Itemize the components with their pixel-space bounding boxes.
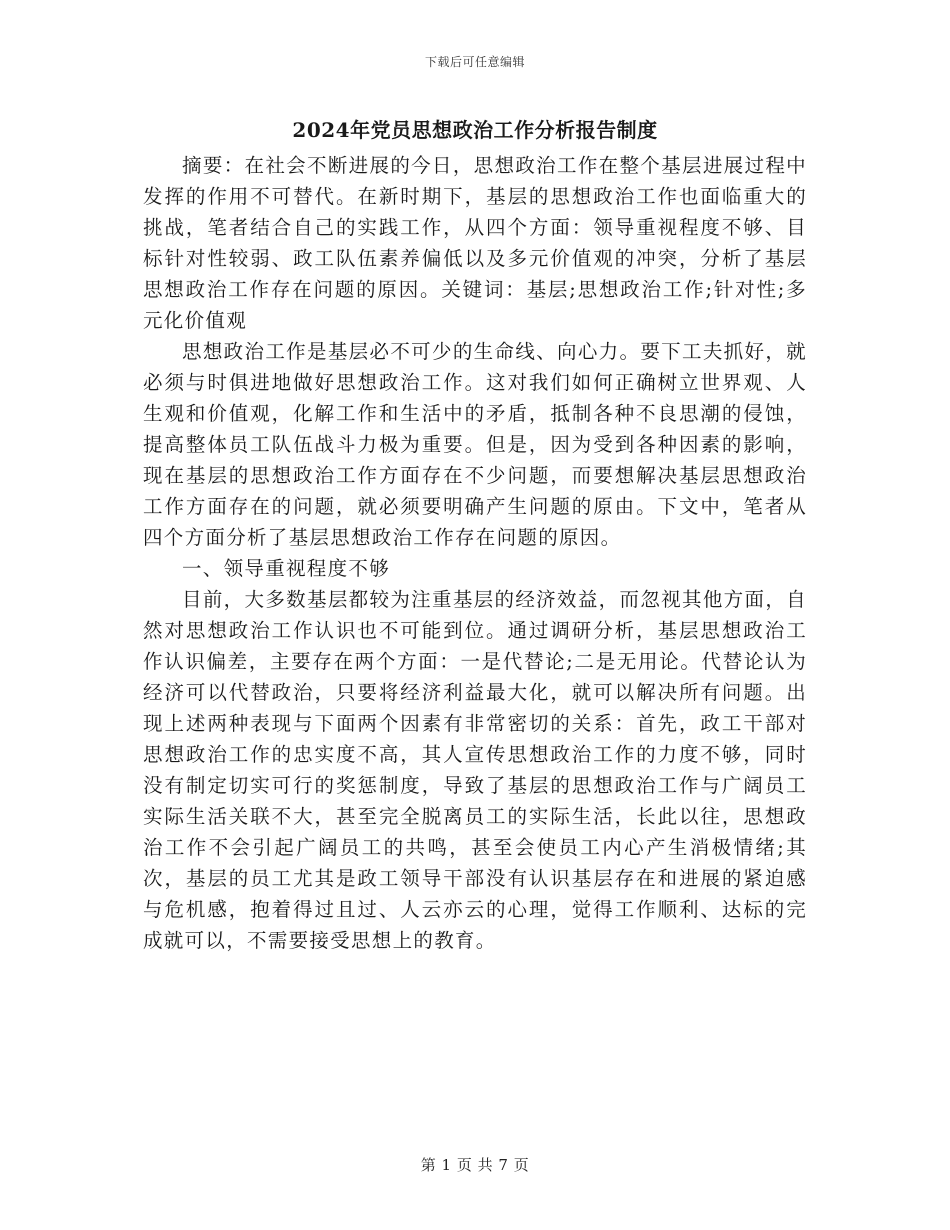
page-number: 第 1 页 共 7 页	[420, 1156, 530, 1174]
section-paragraph: 目前，大多数基层都较为注重基层的经济效益，而忽视其他方面，自然对思想政治工作认识也不可能到位。通过调研分析，基层思想政治工作认识偏差，主要存在两个方面：一是代替论;二是无用论。代替论认为经济可以代替政治，只要将经济利益最大化，就可以解决所有问题。出现上述两种表现与下面两个因素有非常密切的关系：首先，政工干部对思想政治工作的忠实度不高，其人宣传思想政治工作的力度不够，同时没有制定切实可行的奖惩制度，导致了基层的思想政治工作与广阔员工实际生活关联不大，甚至完全脱离员工的实际生活，长此以往，思想政治工作不会引起广阔员工的共鸣，甚至会使员工内心产生消极情绪;其次，基层的员工尤其是政工领导干部没有认识基层存在和进展的紧迫感与危机感，抱着得过且过、人云亦云的心理，觉得工作顺利、达标的完成就可以，不需要接受思想上的教育。	[143, 588, 807, 952]
document-title: 2024年党员思想政治工作分析报告制度	[292, 118, 658, 142]
header-note: 下载后可任意编辑	[424, 55, 525, 69]
section-heading: 一、领导重视程度不够	[182, 557, 391, 580]
abstract-paragraph: 摘要：在社会不断进展的今日，思想政治工作在整个基层进展过程中发挥的作用不可替代。在新时期下，基层的思想政治工作也面临重大的挑战，笔者结合自己的实践工作，从四个方面：领导重视程度不够、目标针对性较弱、政工队伍素养偏低以及多元价值观的冲突，分析了基层思想政治工作存在问题的原因。关键词：基层;思想政治工作;针对性;多元化价值观	[143, 154, 807, 332]
intro-paragraph: 思想政治工作是基层必不可少的生命线、向心力。要下工夫抓好，就必须与时俱进地做好思想政治工作。这对我们如何正确树立世界观、人生观和价值观，化解工作和生活中的矛盾，抵制各种不良思潮的侵蚀，提高整体员工队伍战斗力极为重要。但是，因为受到各种因素的影响，现在基层的思想政治工作方面存在不少问题，而要想解决基层思想政治工作方面存在的问题，就必须要明确产生问题的原由。下文中，笔者从四个方面分析了基层思想政治工作存在问题的原因。	[143, 340, 807, 549]
document-body	[143, 150, 807, 956]
